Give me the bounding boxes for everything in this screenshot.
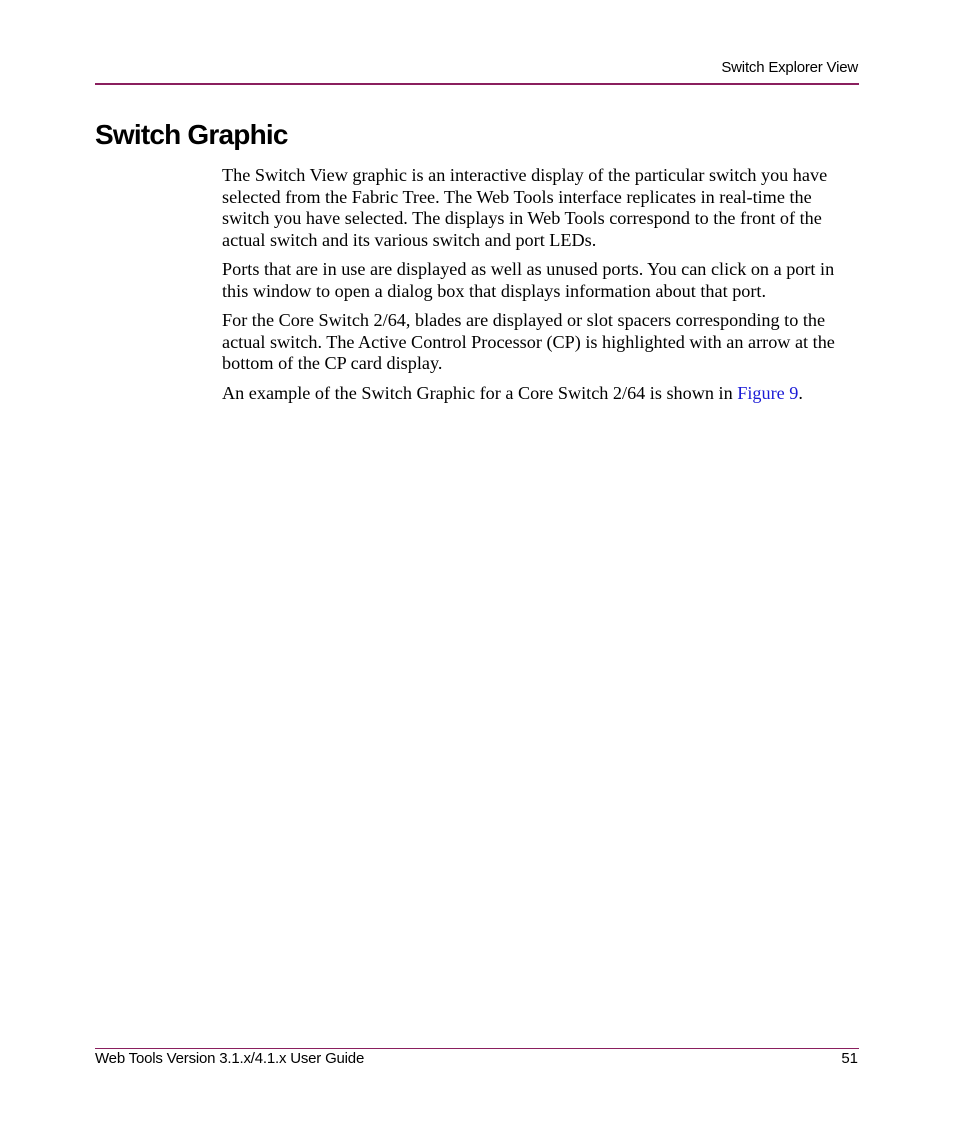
paragraph-4 [222,383,862,405]
footer-rule [95,1048,859,1049]
section-title: Switch Graphic [95,119,288,150]
paragraph-2: Ports that are in use are displayed as well as unused ports. You can click on a port in this window to open a dialog box that displays information about that port. [222,259,835,301]
page-number: 51 [841,1050,858,1067]
header-rule [95,83,859,85]
figure-9-link[interactable]: Figure 9 [737,382,799,403]
paragraph-1: The Switch View graphic is an interactive display of the particular switch you have selected from the Fabric Tree. The Web Tools interface replicates in real-time the switch you have selected. The displays in Web Tools correspond to the front of the actual switch and its various switch and port LEDs. [222,165,828,250]
paragraph-4-prefix: An example of the Switch Graphic for a Core Switch 2/64 is shown in [222,382,738,403]
paragraph-4-suffix: . [798,382,803,403]
running-header-title: Switch Explorer View [721,59,858,76]
footer-guide-title: Web Tools Version 3.1.x/4.1.x User Guide [95,1050,365,1067]
paragraph-3: For the Core Switch 2/64, blades are displayed or slot spacers corresponding to the actual switch. The Active Control Processor (CP) is highlighted with an arrow at the bottom of the CP card display. [222,310,835,373]
body-text [222,165,862,412]
